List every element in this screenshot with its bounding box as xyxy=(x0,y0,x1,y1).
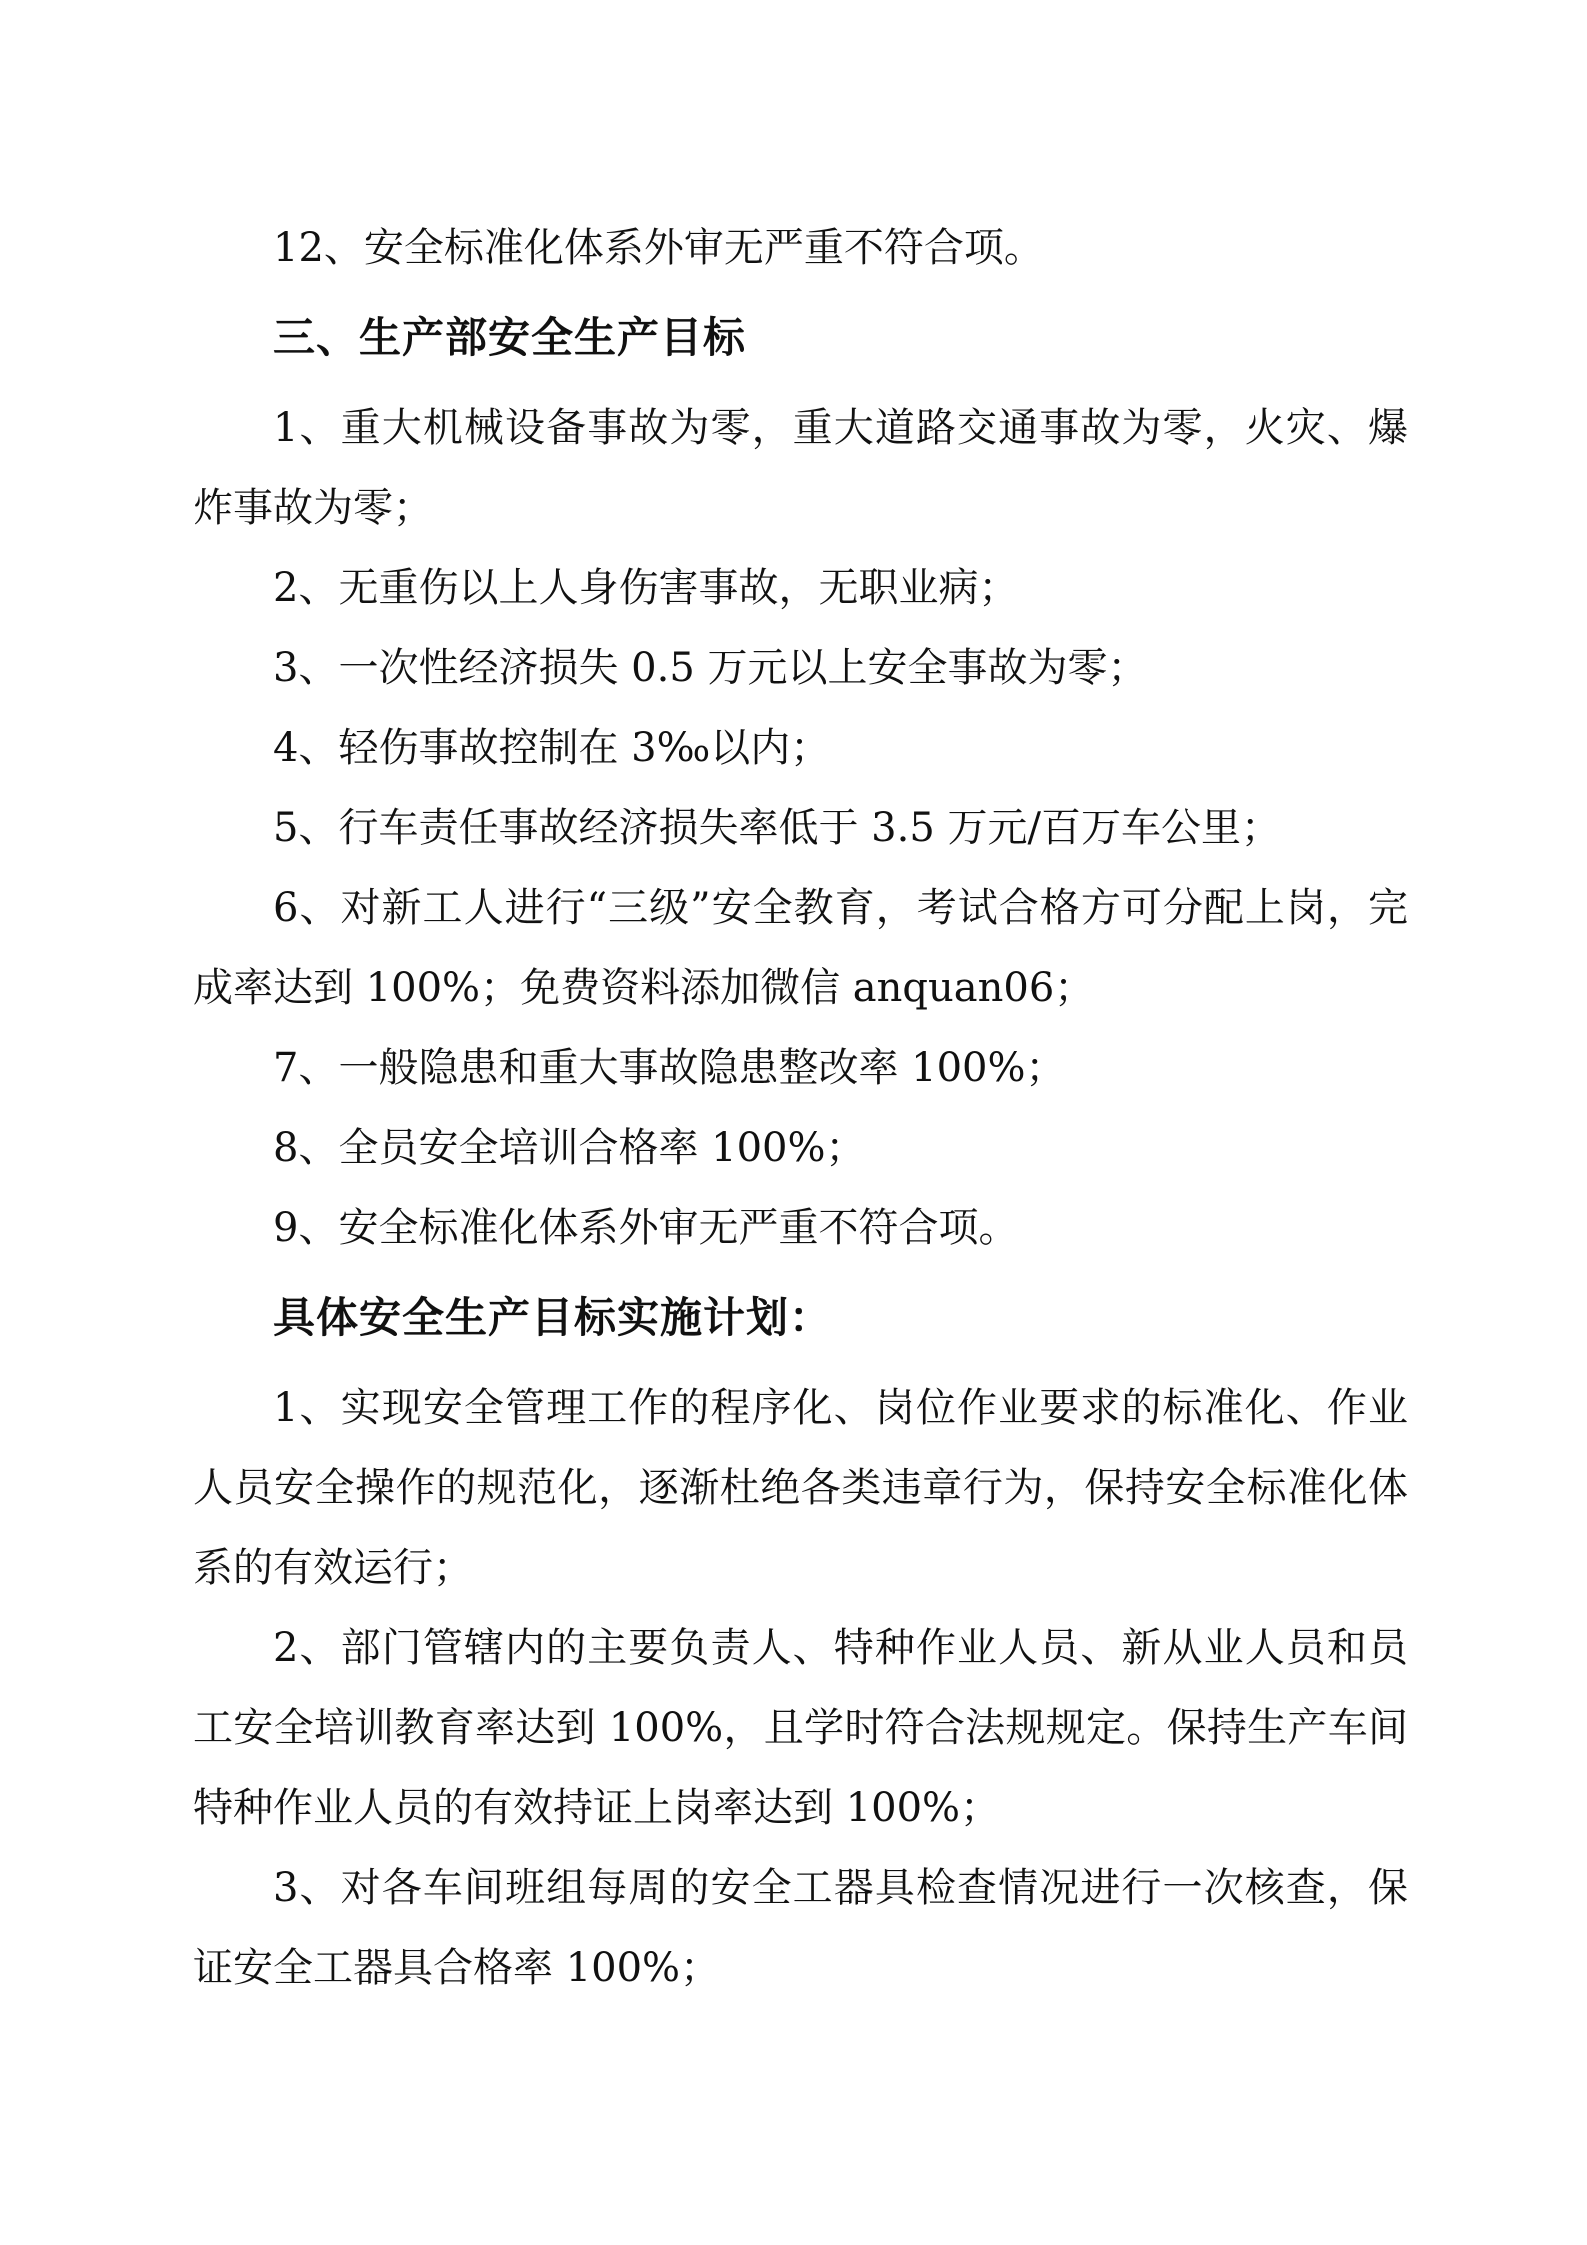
production-target-6: 6、对新工人进行“三级”安全教育，考试合格方可分配上岗，完成率达到 100%；免费资料添加微信 anquan06； xyxy=(193,885,1408,1011)
target-item-12: 12、安全标准化体系外审无严重不符合项。 xyxy=(273,225,1044,271)
production-target-5: 5、行车责任事故经济损失率低于 3.5 万元/百万车公里； xyxy=(273,805,1281,851)
plan-item-1: 1、实现安全管理工作的程序化、岗位作业要求的标准化、作业人员安全操作的规范化，逐渐杜绝各类违章行为，保持安全标准化体系的有效运行； xyxy=(193,1385,1408,1591)
section-heading-production-dept: 三、生产部安全生产目标 xyxy=(273,313,747,362)
document-body xyxy=(193,208,1408,2008)
production-target-1: 1、重大机械设备事故为零，重大道路交通事故为零，火灾、爆炸事故为零； xyxy=(193,405,1408,531)
production-target-8: 8、全员安全培训合格率 100%； xyxy=(273,1125,866,1171)
plan-item-3: 3、对各车间班组每周的安全工器具检查情况进行一次核查，保证安全工器具合格率 100%； xyxy=(193,1865,1408,1991)
production-target-2: 2、无重伤以上人身伤害事故，无职业病； xyxy=(273,565,1019,611)
production-target-4: 4、轻伤事故控制在 3‰以内； xyxy=(273,725,831,771)
production-target-7: 7、一般隐患和重大事故隐患整改率 100%； xyxy=(273,1045,1066,1091)
production-target-9: 9、安全标准化体系外审无严重不符合项。 xyxy=(273,1205,1019,1251)
plan-item-2: 2、部门管辖内的主要负责人、特种作业人员、新从业人员和员工安全培训教育率达到 100%，且学时符合法规规定。保持生产车间特种作业人员的有效持证上岗率达到 100%； xyxy=(193,1625,1408,1831)
production-target-3: 3、一次性经济损失 0.5 万元以上安全事故为零； xyxy=(273,645,1148,691)
section-heading-implementation-plan: 具体安全生产目标实施计划： xyxy=(273,1293,833,1342)
